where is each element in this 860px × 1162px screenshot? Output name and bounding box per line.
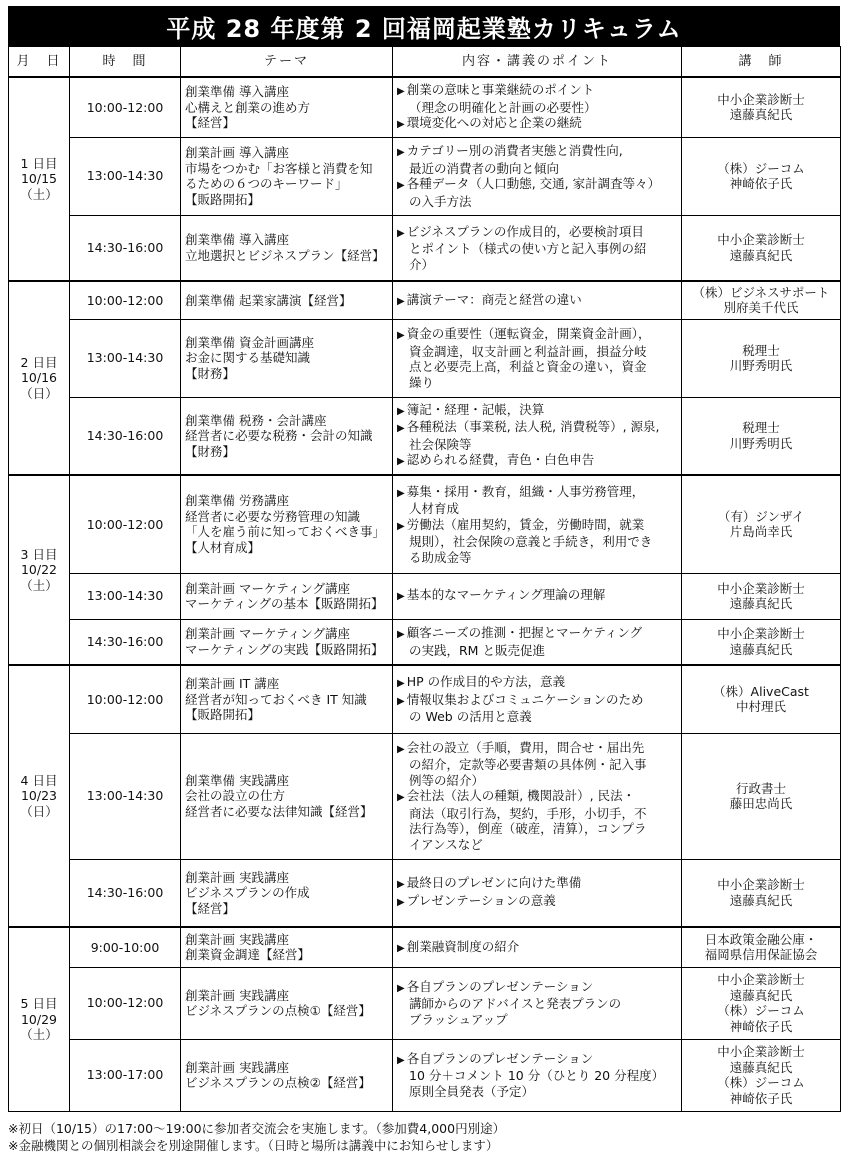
point-continuation: イアンスなど [409, 836, 483, 852]
theme-line: 創業準備 導入講座 [185, 84, 289, 99]
points-cell [393, 665, 682, 733]
points-cell [393, 281, 682, 319]
time-cell: 13:00-14:30 [70, 733, 181, 859]
theme-line: るための６つのキーワード」 [185, 176, 348, 191]
time-cell: 14:30-16:00 [70, 619, 181, 665]
session-row [9, 1039, 841, 1111]
theme-line: 【経営】 [185, 900, 236, 916]
session-row [9, 215, 841, 281]
lecturer-line: 遠藤真紀氏 [729, 987, 793, 1003]
header-lecturer: 講 師 [682, 47, 841, 78]
theme-line: お金に関する基礎知識 [185, 350, 311, 366]
day-label: 3 日目 [20, 546, 58, 562]
page-title: 平成 28 年度第 2 回福岡起業塾カリキュラム [8, 6, 840, 46]
lecturer-line: 中村理氏 [735, 699, 786, 715]
theme-line: マーケティングの基本【販路開拓】 [185, 596, 384, 611]
lecturer-line: （株）AliveCast [713, 683, 809, 699]
lecturer-line: （株）ジーコム [717, 1003, 805, 1018]
point-continuation: 講師からのアドバイスと発表プランの [409, 996, 622, 1012]
lecturer-line: 福岡県信用保証協会 [704, 947, 818, 963]
theme-line: 心構えと創業の進め方 [185, 99, 311, 115]
time-cell: 13:00-14:30 [70, 573, 181, 619]
lecturer-cell [682, 859, 841, 927]
theme-line: 創業計画 マーケティング講座 [185, 580, 350, 596]
lecturer-cell [682, 665, 841, 733]
day-cell [9, 665, 70, 927]
points-cell [393, 859, 682, 927]
lecturer-line: 遠藤真紀氏 [729, 596, 793, 611]
bullet-point: ▶ 講演テーマ：商売と経営の違い [397, 292, 677, 310]
point-continuation: 介） [409, 256, 435, 272]
point-continuation: の実践，RM と販売促進 [409, 642, 545, 658]
points-cell [393, 475, 682, 573]
time-cell: 13:00-14:30 [70, 137, 181, 215]
bullet-point: ▶ 創業融資制度の紹介 [397, 939, 677, 957]
session-row [9, 573, 841, 619]
theme-line: 創業計画 実践講座 [185, 1059, 289, 1075]
points-cell [393, 967, 682, 1039]
theme-line: 創業準備 導入講座 [185, 232, 289, 248]
theme-cell [181, 77, 393, 137]
point-continuation: 人材育成 [409, 501, 460, 516]
day-label: 10/16 [20, 370, 58, 386]
lecturer-line: 遠藤真紀氏 [729, 247, 793, 263]
lecturer-line: 神崎依子氏 [729, 1018, 793, 1034]
time-cell: 9:00-10:00 [70, 927, 181, 967]
points-cell [393, 77, 682, 137]
lecturer-line: 川野秀明氏 [729, 358, 793, 373]
bullet-point: ▶ 各自プランのプレゼンテーション [397, 1051, 677, 1069]
day-label: 5 日目 [20, 996, 58, 1011]
point-continuation: 点と必要売上高，利益と資金の違い，資金 [409, 359, 647, 374]
points-cell [393, 137, 682, 215]
point-continuation: 例等の紹介） [409, 772, 485, 788]
day-cell [9, 281, 70, 475]
theme-line: 創業準備 起業家講演【経営】 [185, 292, 352, 308]
session-row [9, 859, 841, 927]
session-row [9, 137, 841, 215]
theme-line: ビジネスプランの点検②【経営】 [185, 1075, 371, 1090]
session-row [9, 475, 841, 573]
lecturer-cell [682, 281, 841, 319]
point-continuation: 繰り [409, 374, 435, 390]
point-continuation: 商法（取引行為，契約，手形，小切手，不 [409, 805, 647, 821]
day-label: 10/15 [20, 171, 58, 187]
time-cell: 10:00-12:00 [70, 475, 181, 573]
theme-line: 経営者が知っておくべき IT 知識 [185, 691, 367, 707]
time-cell: 10:00-12:00 [70, 281, 181, 319]
theme-line: 創業計画 IT 講座 [185, 676, 280, 691]
theme-cell [181, 1039, 393, 1111]
lecturer-cell [682, 475, 841, 573]
footnotes [8, 1120, 505, 1154]
lecturer-line: 川野秀明氏 [729, 435, 793, 451]
day-label: （土） [20, 186, 58, 202]
point-continuation: （理念の明確化と計画の必要性） [409, 99, 597, 115]
points-cell [393, 619, 682, 665]
theme-line: 創業計画 実践講座 [185, 987, 289, 1003]
points-cell [393, 319, 682, 397]
point-continuation: の Web の活用と意義 [409, 709, 532, 724]
footnote: ※初日（10/15）の17:00〜19:00に参加者交流会を実施します。（参加費4,000円別途） [8, 1121, 506, 1136]
bullet-point: ▶ 労働法（雇用契約，賃金，労働時間，就業 [397, 517, 677, 535]
theme-line: ビジネスプランの作成 [185, 885, 310, 900]
lecturer-line: 中小企業診断士 [717, 91, 805, 107]
theme-line: 【経営】 [185, 115, 236, 130]
theme-line: 「人を雇う前に知っておくべき事」 [185, 524, 386, 540]
session-row [9, 927, 841, 967]
day-label: （日） [20, 385, 58, 401]
bullet-point: ▶ 会社法（法人の種類, 機関設計）, 民法・ [397, 788, 677, 806]
day-label: 1 日目 [20, 155, 58, 171]
time-cell: 14:30-16:00 [70, 397, 181, 475]
lecturer-line: 遠藤真紀氏 [729, 1059, 793, 1075]
lecturer-cell [682, 397, 841, 475]
bullet-point: ▶ 資金の重要性（運転資金，開業資金計画）， [397, 326, 677, 344]
day-cell [9, 77, 70, 281]
time-cell: 10:00-12:00 [70, 77, 181, 137]
bullet-point: ▶ 基本的なマーケティング理論の理解 [397, 587, 677, 605]
day-label: （土） [20, 577, 58, 593]
lecturer-line: 神崎依子氏 [729, 1090, 793, 1106]
theme-line: 立地選択とビジネスプラン【経営】 [185, 247, 385, 263]
point-continuation: る助成金等 [409, 549, 472, 565]
lecturer-line: 神崎依子氏 [729, 176, 793, 191]
lecturer-line: 税理士 [742, 342, 780, 358]
lecturer-line: 遠藤真紀氏 [729, 107, 793, 123]
theme-cell [181, 927, 393, 967]
theme-line: 経営者に必要な労務管理の知識 [185, 508, 361, 524]
header-points: 内容・講義のポイント [393, 47, 682, 78]
point-continuation: 10 分＋コメント 10 分（ひとり 20 分程度） [409, 1068, 665, 1084]
session-row [9, 281, 841, 319]
theme-line: 創業準備 労務講座 [185, 493, 289, 509]
lecturer-cell [682, 573, 841, 619]
bullet-point: ▶ ビジネスプランの作成目的，必要検討項目 [397, 224, 677, 242]
point-continuation: 最近の消費者の動向と傾向 [409, 160, 560, 176]
theme-line: 【財務】 [185, 365, 236, 381]
header-theme: テーマ [181, 47, 393, 78]
bullet-point: ▶ カテゴリー別の消費者実態と消費性向, [397, 143, 677, 161]
lecturer-line: （株）ビジネスサポート [692, 284, 830, 300]
bullet-point: ▶ 各自プランのプレゼンテーション [397, 979, 677, 997]
time-cell: 10:00-12:00 [70, 967, 181, 1039]
header-row [9, 47, 841, 78]
point-continuation: 規則），社会保険の意義と手続き，利用でき [409, 534, 653, 549]
session-row [9, 665, 841, 733]
theme-line: 【財務】 [185, 443, 236, 459]
bullet-point: ▶ 簿記・経理・記帳，決算 [397, 402, 677, 420]
session-row [9, 733, 841, 859]
lecturer-cell [682, 619, 841, 665]
bullet-point: ▶ 顧客ニーズの推測・把握とマーケティング [397, 625, 677, 643]
lecturer-line: 遠藤真紀氏 [729, 641, 793, 657]
theme-cell [181, 573, 393, 619]
theme-line: 経営者に必要な法律知識【経営】 [185, 803, 373, 819]
time-cell: 13:00-14:30 [70, 319, 181, 397]
bullet-point: ▶ 最終日のプレゼンに向けた準備 [397, 875, 677, 893]
points-cell [393, 573, 682, 619]
bullet-point: ▶ 環境変化への対応と企業の継続 [397, 115, 677, 133]
lecturer-line: 中小企業診断士 [717, 626, 805, 642]
lecturer-line: 中小企業診断士 [717, 877, 805, 893]
bullet-point: ▶ 各種データ（人口動態, 交通, 家計調査等々） [397, 176, 677, 194]
points-cell [393, 1039, 682, 1111]
session-row [9, 319, 841, 397]
lecturer-cell [682, 967, 841, 1039]
day-label: （土） [20, 1027, 58, 1042]
theme-line: マーケティングの実践【販路開拓】 [185, 641, 384, 657]
theme-line: 【販路開拓】 [185, 707, 261, 722]
point-continuation: 法行為等），倒産（破産，清算），コンプラ [409, 821, 647, 837]
time-cell: 14:30-16:00 [70, 859, 181, 927]
point-continuation: とポイント（様式の使い方と記入事例の紹 [409, 241, 647, 256]
lecturer-cell [682, 215, 841, 281]
point-continuation: 資金調達，収支計画と利益計画，損益分岐 [409, 343, 647, 359]
theme-cell [181, 859, 393, 927]
lecturer-line: 中小企業診断士 [717, 580, 805, 596]
header-day: 月 日 [9, 47, 70, 78]
theme-cell [181, 665, 393, 733]
lecturer-cell [682, 319, 841, 397]
day-label: 4 日目 [20, 772, 58, 788]
day-cell [9, 927, 70, 1111]
lecturer-cell [682, 137, 841, 215]
lecturer-line: 中小企業診断士 [717, 232, 805, 248]
bullet-point: ▶ 会社の設立（手順，費用，問合せ・届出先 [397, 740, 677, 758]
bullet-point: ▶ 募集・採用・教育，組織・人事労務管理， [397, 484, 677, 502]
theme-cell [181, 475, 393, 573]
lecturer-line: 中小企業診断士 [717, 972, 805, 987]
day-label: 10/22 [20, 562, 58, 578]
time-cell: 10:00-12:00 [70, 665, 181, 733]
session-row [9, 397, 841, 475]
lecturer-line: 藤田忠尚氏 [729, 796, 793, 811]
point-continuation: ブラッシュアップ [409, 1011, 508, 1027]
bullet-point: ▶ 情報収集およびコミュニケーションのため [397, 692, 677, 710]
theme-line: 【人材育成】 [185, 539, 261, 555]
theme-line: 創業準備 税務・会計講座 [185, 412, 327, 428]
theme-cell [181, 967, 393, 1039]
theme-cell [181, 137, 393, 215]
theme-line: 創業資金調達【経営】 [185, 947, 311, 963]
point-continuation: の紹介，定款等必要書類の具体例・記入事 [409, 757, 647, 773]
lecturer-line: 税理士 [742, 420, 780, 436]
theme-line: 創業準備 実践講座 [185, 772, 289, 788]
day-label: （日） [20, 803, 58, 819]
points-cell [393, 215, 682, 281]
theme-line: 会社の設立の仕方 [185, 788, 286, 804]
session-row [9, 619, 841, 665]
theme-line: 創業計画 マーケティング講座 [185, 626, 350, 642]
bullet-point: ▶ プレゼンテーションの意義 [397, 893, 677, 911]
session-row [9, 77, 841, 137]
lecturer-line: 片島尚幸氏 [729, 524, 793, 540]
lecturer-cell [682, 77, 841, 137]
header-time: 時 間 [70, 47, 181, 78]
day-cell [9, 475, 70, 665]
lecturer-cell [682, 733, 841, 859]
lecturer-cell [682, 927, 841, 967]
footnote: ※金融機関との個別相談会を別途開催します。（日時と場所は講義中にお知らせします） [8, 1138, 499, 1153]
bullet-point: ▶ 創業の意味と事業継続のポイント [397, 82, 677, 100]
theme-cell [181, 397, 393, 475]
points-cell [393, 397, 682, 475]
lecturer-line: 遠藤真紀氏 [729, 892, 793, 908]
points-cell [393, 927, 682, 967]
lecturer-line: 日本政策金融公庫・ [704, 931, 818, 947]
theme-line: ビジネスプランの点検①【経営】 [185, 1003, 371, 1018]
lecturer-line: （株）ジーコム [717, 160, 805, 176]
theme-line: 【販路開拓】 [185, 191, 261, 207]
day-label: 10/29 [20, 1011, 58, 1027]
theme-line: 経営者に必要な税務・会計の知識 [185, 428, 373, 443]
theme-line: 創業計画 実践講座 [185, 869, 289, 885]
theme-cell [181, 281, 393, 319]
time-cell: 13:00-17:00 [70, 1039, 181, 1111]
lecturer-line: （株）ジーコム [717, 1075, 805, 1090]
day-label: 10/23 [20, 788, 58, 804]
bullet-point: ▶ HP の作成目的や方法，意義 [397, 674, 677, 692]
session-row [9, 967, 841, 1039]
theme-cell [181, 733, 393, 859]
bullet-point: ▶ 各種税法（事業税, 法人税, 消費税等）, 源泉, [397, 419, 677, 437]
theme-line: 市場をつかむ「お客様と消費を知 [185, 160, 373, 176]
lecturer-cell [682, 1039, 841, 1111]
theme-line: 創業計画 導入講座 [185, 145, 289, 160]
points-cell [393, 733, 682, 859]
lecturer-line: 中小企業診断士 [717, 1044, 805, 1059]
time-cell: 14:30-16:00 [70, 215, 181, 281]
lecturer-line: 別府美千代氏 [723, 300, 799, 316]
lecturer-line: 行政書士 [735, 780, 786, 796]
lecturer-line: （有）ジンザイ [717, 508, 805, 524]
theme-line: 創業計画 実践講座 [185, 931, 289, 947]
curriculum-table [8, 46, 841, 1112]
bullet-point: ▶ 認められる経費，青色・白色申告 [397, 452, 677, 470]
theme-cell [181, 319, 393, 397]
day-label: 2 日目 [20, 354, 58, 370]
theme-line: 創業準備 資金計画講座 [185, 334, 314, 350]
point-continuation: 社会保険等 [409, 436, 472, 452]
curriculum-body [9, 77, 841, 1111]
point-continuation: 原則全員発表（予定） [409, 1083, 535, 1099]
theme-cell [181, 619, 393, 665]
point-continuation: の入手方法 [409, 193, 472, 209]
theme-cell [181, 215, 393, 281]
